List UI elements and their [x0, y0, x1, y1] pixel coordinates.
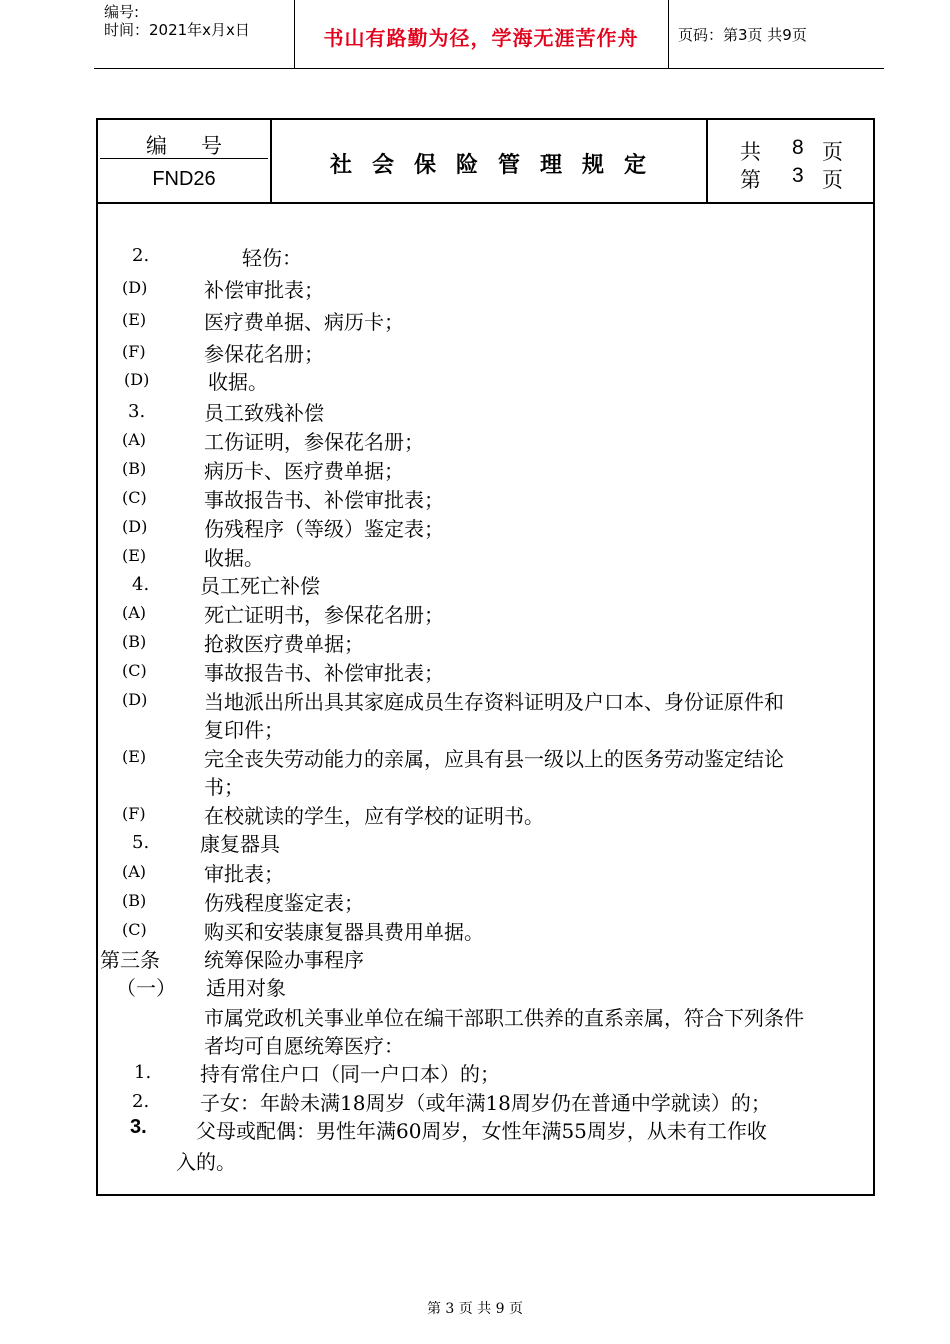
paragraph-continued: 者均可自愿统筹医疗： [204, 1034, 404, 1058]
time-label: 时间：2021年x月x日 [104, 21, 250, 39]
list-item: 子女：年龄未满18周岁（或年满18周岁仍在普通中学就读）的； [200, 1091, 771, 1115]
list-marker: (F) [122, 342, 146, 361]
list-item: 伤残程度鉴定表； [204, 891, 364, 915]
list-item: 在校就读的学生，应有学校的证明书。 [204, 804, 544, 828]
code-label: 编号 [146, 134, 256, 158]
list-item: 当地派出所出具其家庭成员生存资料证明及户口本、身份证原件和 [204, 690, 784, 714]
list-item: 轻伤： [242, 246, 302, 270]
list-item: 收据。 [204, 546, 264, 570]
list-item: 康复器具 [200, 832, 280, 856]
total-prefix: 共 [740, 140, 761, 164]
list-marker: (A) [122, 862, 147, 881]
list-marker: (A) [122, 430, 147, 449]
header-page-cell [668, 0, 884, 68]
list-item-continued: 入的。 [176, 1150, 236, 1174]
header-meta [94, 0, 295, 68]
list-marker: (E) [122, 546, 147, 565]
list-marker: (B) [122, 632, 147, 651]
list-item-continued: 书； [204, 775, 244, 799]
list-marker: (E) [122, 747, 147, 766]
list-marker: 3. [130, 1116, 147, 1138]
list-marker: 5. [132, 832, 150, 853]
list-item: 员工致残补偿 [204, 401, 324, 425]
list-marker: 2. [132, 245, 150, 266]
list-marker: (E) [122, 310, 147, 329]
list-item: 死亡证明书，参保花名册； [204, 603, 444, 627]
cur-num: 3 [792, 164, 804, 187]
list-marker: (F) [122, 804, 146, 823]
code-cell [98, 120, 272, 202]
title-cell [270, 120, 708, 202]
list-item: 审批表； [204, 862, 284, 886]
article-title: 统筹保险办事程序 [204, 948, 364, 972]
list-item: 工伤证明，参保花名册； [204, 430, 424, 454]
list-marker: (D) [122, 278, 148, 297]
list-marker: 1. [134, 1062, 152, 1083]
list-marker: (B) [122, 891, 147, 910]
list-item: 事故报告书、补偿审批表； [204, 488, 444, 512]
list-item: 事故报告书、补偿审批表； [204, 661, 444, 685]
section-marker: （一） [116, 976, 176, 1000]
list-marker: (D) [124, 370, 150, 389]
page-count-cell [706, 120, 873, 202]
list-item: 收据。 [208, 370, 268, 394]
list-marker: (C) [122, 920, 147, 939]
total-suffix: 页 [822, 140, 843, 164]
title-bar [98, 120, 873, 204]
article-heading: 第三条 [100, 948, 160, 972]
list-marker: 3. [128, 401, 146, 422]
list-item: 参保花名册； [204, 342, 324, 366]
list-item: 购买和安装康复器具费用单据。 [204, 920, 484, 944]
list-marker: (A) [122, 603, 147, 622]
cur-suffix: 页 [822, 168, 843, 192]
list-item: 医疗费单据、病历卡； [204, 310, 404, 334]
cur-prefix: 第 [740, 168, 761, 192]
list-item: 伤残程序（等级）鉴定表； [204, 517, 444, 541]
list-marker: (D) [122, 517, 148, 536]
list-marker: (C) [122, 661, 147, 680]
number-label: 编号: [104, 3, 140, 21]
list-item-continued: 复印件； [204, 718, 284, 742]
list-marker: 4. [132, 574, 150, 595]
header-motto-cell [294, 0, 669, 68]
list-item: 补偿审批表； [204, 278, 324, 302]
list-item: 完全丧失劳动能力的亲属，应具有县一级以上的医务劳动鉴定结论 [204, 747, 784, 771]
motto: 书山有路勤为径，学海无涯苦作舟 [323, 26, 639, 50]
list-item: 员工死亡补偿 [200, 574, 320, 598]
divider [100, 158, 268, 159]
doc-title: 社会保险管理规定 [329, 152, 666, 178]
list-item: 父母或配偶：男性年满60周岁，女性年满55周岁，从未有工作收 [196, 1119, 767, 1143]
running-header [94, 0, 884, 69]
list-item: 病历卡、医疗费单据； [204, 459, 404, 483]
paragraph: 市属党政机关事业单位在编干部职工供养的直系亲属，符合下列条件 [204, 1006, 804, 1030]
section-title: 适用对象 [206, 976, 286, 1000]
list-marker: (B) [122, 459, 147, 478]
page-label: 页码：第3页 共9页 [678, 26, 807, 44]
total-num: 8 [792, 136, 804, 159]
doc-code: FND26 [152, 168, 216, 190]
page-footer: 第 3 页 共 9 页 [426, 1301, 524, 1317]
list-marker: 2. [132, 1091, 150, 1112]
list-marker: (D) [122, 690, 148, 709]
list-item: 抢救医疗费单据； [204, 632, 364, 656]
list-item: 持有常住户口（同一户口本）的； [200, 1062, 500, 1086]
list-marker: (C) [122, 488, 147, 507]
